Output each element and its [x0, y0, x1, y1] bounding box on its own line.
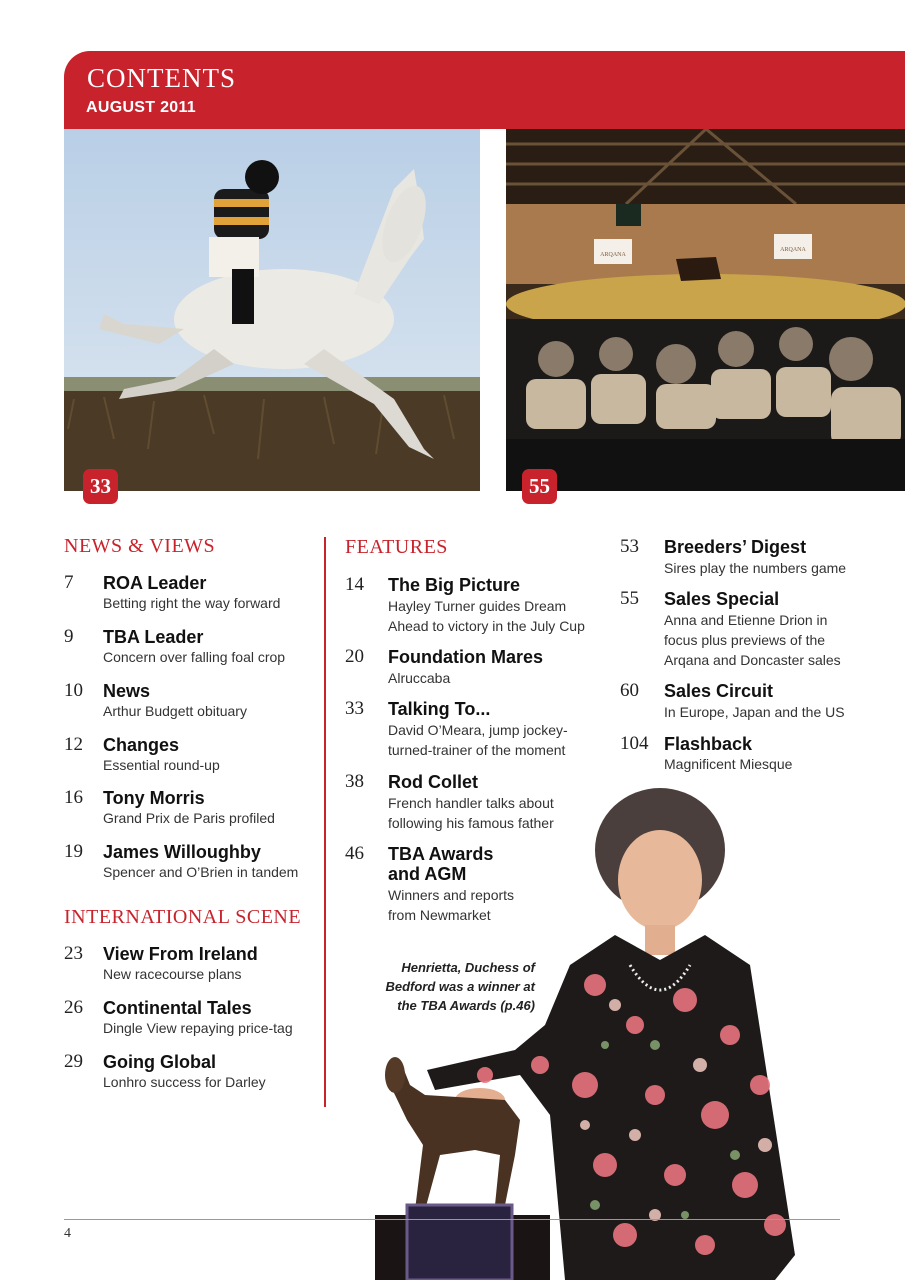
- toc-page-number: 29: [64, 1051, 83, 1072]
- toc-description: following his famous father: [388, 815, 554, 831]
- toc-description: Hayley Turner guides Dream: [388, 598, 567, 614]
- page-badge-55[interactable]: 55: [522, 469, 557, 504]
- toc-description: Magnificent Miesque: [664, 756, 793, 772]
- toc-title[interactable]: Talking To...: [388, 699, 491, 719]
- toc-title[interactable]: Breeders’ Digest: [664, 537, 807, 557]
- toc-description: David O’Meara, jump jockey-: [388, 722, 568, 738]
- toc-title[interactable]: The Big Picture: [388, 575, 521, 595]
- section-heading-international-scene: INTERNATIONAL SCENE: [64, 906, 302, 928]
- section-heading-news-views: NEWS & VIEWS: [64, 535, 216, 557]
- issue-date: AUGUST 2011: [86, 99, 197, 116]
- toc-description: Grand Prix de Paris profiled: [103, 810, 275, 826]
- toc-title[interactable]: View From Ireland: [103, 944, 258, 964]
- toc-description: Concern over falling foal crop: [103, 649, 286, 665]
- toc-title[interactable]: Rod Collet: [388, 772, 478, 792]
- toc-page-number: 12: [64, 734, 83, 755]
- photo-sales-ring[interactable]: [506, 129, 905, 491]
- toc-description: Alruccaba: [388, 670, 451, 686]
- toc-description: turned-trainer of the moment: [388, 742, 566, 758]
- toc-title[interactable]: Flashback: [664, 734, 753, 754]
- toc-page-number: 60: [620, 680, 639, 701]
- toc-page-number: 19: [64, 841, 83, 862]
- section-heading-features: FEATURES: [345, 536, 448, 558]
- toc-page-number: 16: [64, 787, 83, 808]
- toc-description: Essential round-up: [103, 757, 220, 773]
- toc-description: from Newmarket: [388, 907, 491, 923]
- toc-description: Dingle View repaying price-tag: [103, 1020, 293, 1036]
- photo-caption: [378, 958, 535, 1015]
- toc-title[interactable]: Sales Circuit: [664, 681, 774, 701]
- page-number: 4: [64, 1226, 71, 1241]
- toc-page-number: 9: [64, 626, 74, 647]
- toc-description: Ahead to victory in the July Cup: [388, 618, 585, 634]
- toc-page-number: 20: [345, 646, 364, 667]
- toc-page-number: 33: [345, 698, 364, 719]
- toc-description: New racecourse plans: [103, 966, 242, 982]
- toc-description: French handler talks about: [388, 795, 554, 811]
- toc-title[interactable]: Sales Special: [664, 589, 780, 609]
- toc-page-number: 104: [620, 733, 649, 754]
- photo-steeplechase[interactable]: [64, 129, 480, 491]
- toc-title[interactable]: and AGM: [388, 864, 467, 884]
- toc-title[interactable]: ROA Leader: [103, 573, 207, 593]
- banner-text-right: ARQANA: [780, 247, 806, 253]
- toc-page-number: 38: [345, 771, 364, 792]
- caption-line: the TBA Awards (p.46): [397, 998, 535, 1013]
- toc-description: Betting right the way forward: [103, 595, 281, 611]
- toc-title[interactable]: Changes: [103, 735, 180, 755]
- toc-title[interactable]: News: [103, 681, 151, 701]
- toc-page-number: 23: [64, 943, 83, 964]
- page-badge-33[interactable]: 33: [83, 469, 118, 504]
- toc-title[interactable]: Tony Morris: [103, 788, 205, 808]
- toc-page-number: 10: [64, 680, 83, 701]
- toc-title[interactable]: James Willoughby: [103, 842, 261, 862]
- toc-description: Arthur Budgett obituary: [103, 703, 247, 719]
- toc-title[interactable]: Foundation Mares: [388, 647, 544, 667]
- toc-title[interactable]: Going Global: [103, 1052, 216, 1072]
- page-title: CONTENTS: [87, 63, 236, 93]
- toc-page-number: 7: [64, 572, 74, 593]
- toc-page-number: 55: [620, 588, 639, 609]
- toc-title[interactable]: TBA Awards: [388, 844, 494, 864]
- toc-description: Winners and reports: [388, 887, 515, 903]
- toc-description: In Europe, Japan and the US: [664, 704, 845, 720]
- banner-text-left: ARQANA: [600, 252, 626, 258]
- contents-header: [64, 51, 905, 129]
- toc-page-number: 53: [620, 536, 639, 557]
- toc-description: Spencer and O’Brien in tandem: [103, 864, 299, 880]
- toc-description: focus plus previews of the: [664, 632, 826, 648]
- toc-page-number: 46: [345, 843, 364, 864]
- caption-line: Henrietta, Duchess of: [401, 960, 535, 975]
- caption-line: Bedford was a winner at: [385, 979, 535, 994]
- toc-page-number: 26: [64, 997, 83, 1018]
- toc-description: Sires play the numbers game: [664, 560, 847, 576]
- toc-page-number: 14: [345, 574, 364, 595]
- toc-description: Lonhro success for Darley: [103, 1074, 266, 1090]
- toc-description: Anna and Etienne Drion in: [664, 612, 828, 628]
- footer-rule: [64, 1219, 840, 1220]
- toc-title[interactable]: TBA Leader: [103, 627, 204, 647]
- column-divider: [324, 537, 326, 1107]
- toc-title[interactable]: Continental Tales: [103, 998, 252, 1018]
- toc-description: Arqana and Doncaster sales: [664, 652, 841, 668]
